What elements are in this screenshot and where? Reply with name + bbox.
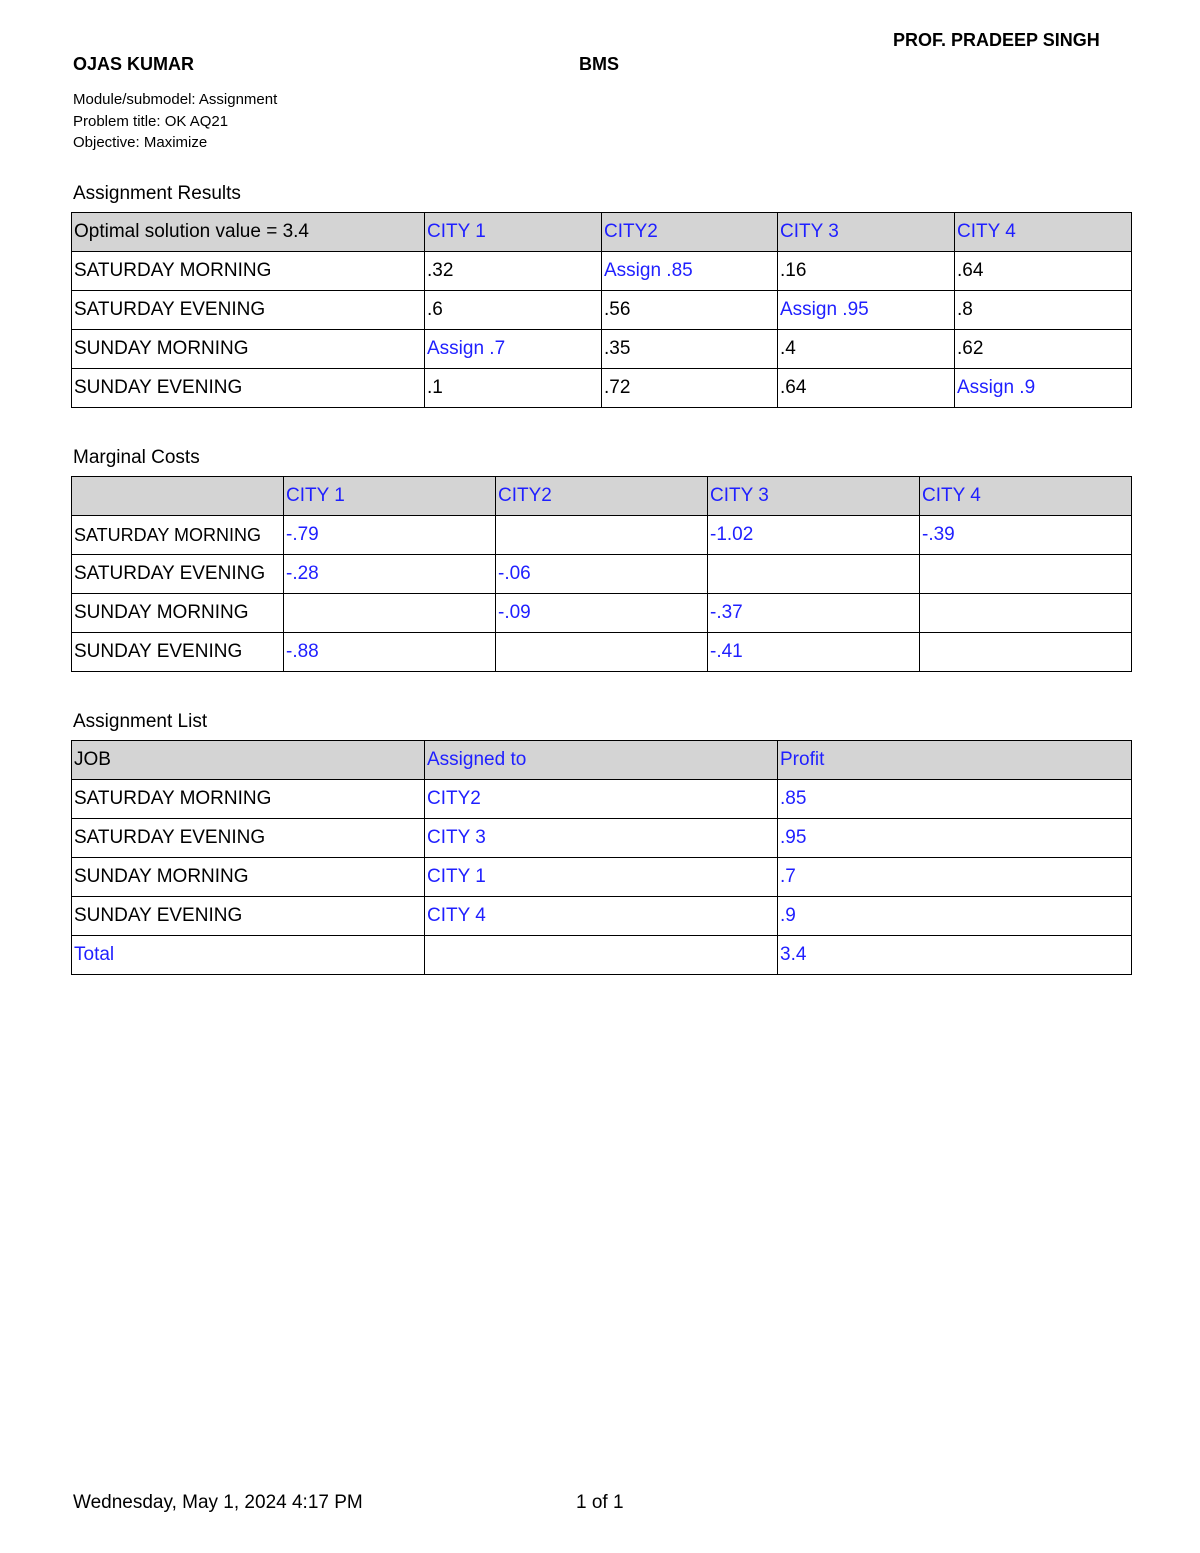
corner-cell bbox=[72, 477, 284, 516]
table-cell: -.09 bbox=[496, 594, 708, 633]
job-cell: SUNDAY EVENING bbox=[72, 897, 425, 936]
assigned-cell: Assign .85 bbox=[602, 252, 778, 291]
column-header: CITY 3 bbox=[708, 477, 920, 516]
course-code: BMS bbox=[579, 54, 619, 74]
table-cell: .72 bbox=[602, 369, 778, 408]
table-cell: -.06 bbox=[496, 555, 708, 594]
table-cell bbox=[920, 555, 1132, 594]
table-cell: -.39 bbox=[920, 516, 1132, 555]
row-label: SATURDAY EVENING bbox=[72, 555, 284, 594]
table-cell: -.41 bbox=[708, 633, 920, 672]
assignment-results-table bbox=[71, 212, 1132, 408]
table-cell: -.37 bbox=[708, 594, 920, 633]
marginal-costs-title: Marginal Costs bbox=[73, 447, 200, 468]
table-header-row bbox=[72, 477, 1132, 516]
profit-cell: .85 bbox=[778, 780, 1132, 819]
table-row bbox=[72, 291, 1132, 330]
column-header: CITY 1 bbox=[284, 477, 496, 516]
assigned-to-cell: CITY 3 bbox=[425, 819, 778, 858]
table-cell bbox=[708, 555, 920, 594]
table-cell bbox=[496, 516, 708, 555]
table-row bbox=[72, 252, 1132, 291]
table-row bbox=[72, 780, 1132, 819]
profit-cell: .7 bbox=[778, 858, 1132, 897]
table-row bbox=[72, 369, 1132, 408]
table-header-row bbox=[72, 213, 1132, 252]
profit-cell: .9 bbox=[778, 897, 1132, 936]
column-header: CITY2 bbox=[602, 213, 778, 252]
job-cell: SATURDAY EVENING bbox=[72, 819, 425, 858]
row-label: SUNDAY MORNING bbox=[72, 330, 425, 369]
module-line: Module/submodel: Assignment bbox=[73, 91, 278, 108]
table-cell: -.28 bbox=[284, 555, 496, 594]
table-cell: -.88 bbox=[284, 633, 496, 672]
total-label: Total bbox=[72, 936, 425, 975]
job-cell: SUNDAY MORNING bbox=[72, 858, 425, 897]
table-cell: .6 bbox=[425, 291, 602, 330]
assigned-to-cell: CITY2 bbox=[425, 780, 778, 819]
column-header: Assigned to bbox=[425, 741, 778, 780]
problem-title-line: Problem title: OK AQ21 bbox=[73, 112, 229, 130]
total-assigned-cell bbox=[425, 936, 778, 975]
table-row bbox=[72, 594, 1132, 633]
table-row bbox=[72, 555, 1132, 594]
table-cell bbox=[920, 633, 1132, 672]
marginal-costs-table bbox=[71, 476, 1132, 672]
row-label: SATURDAY MORNING bbox=[72, 516, 284, 555]
total-profit: 3.4 bbox=[778, 936, 1132, 975]
assigned-to-cell: CITY 1 bbox=[425, 858, 778, 897]
student-name: OJAS KUMAR bbox=[73, 54, 195, 74]
assigned-cell: Assign .9 bbox=[955, 369, 1132, 408]
table-header-row bbox=[72, 741, 1132, 780]
row-label: SUNDAY EVENING bbox=[72, 369, 425, 408]
assignment-list-table bbox=[71, 740, 1132, 975]
table-cell: .8 bbox=[955, 291, 1132, 330]
table-row bbox=[72, 819, 1132, 858]
row-label: SATURDAY EVENING bbox=[72, 291, 425, 330]
table-row bbox=[72, 633, 1132, 672]
table-cell: .62 bbox=[955, 330, 1132, 369]
table-cell: .64 bbox=[955, 252, 1132, 291]
row-label: SUNDAY EVENING bbox=[72, 633, 284, 672]
print-timestamp: Wednesday, May 1, 2024 4:17 PM bbox=[73, 1492, 363, 1513]
meta-block bbox=[73, 89, 277, 154]
table-cell bbox=[284, 594, 496, 633]
table-row bbox=[72, 897, 1132, 936]
column-header: CITY2 bbox=[496, 477, 708, 516]
column-header: CITY 4 bbox=[955, 213, 1132, 252]
table-cell: .4 bbox=[778, 330, 955, 369]
job-cell: SATURDAY MORNING bbox=[72, 780, 425, 819]
objective-line: Objective: Maximize bbox=[73, 134, 208, 151]
column-header: Profit bbox=[778, 741, 1132, 780]
profit-cell: .95 bbox=[778, 819, 1132, 858]
professor-name: PROF. PRADEEP SINGH bbox=[893, 30, 1100, 50]
table-row bbox=[72, 330, 1132, 369]
assignment-list-title: Assignment List bbox=[73, 711, 208, 732]
assigned-cell: Assign .7 bbox=[425, 330, 602, 369]
table-cell: .56 bbox=[602, 291, 778, 330]
column-header: CITY 1 bbox=[425, 213, 602, 252]
table-cell bbox=[496, 633, 708, 672]
table-cell bbox=[920, 594, 1132, 633]
table-cell: -.79 bbox=[284, 516, 496, 555]
assigned-cell: Assign .95 bbox=[778, 291, 955, 330]
total-row bbox=[72, 936, 1132, 975]
table-cell: .16 bbox=[778, 252, 955, 291]
table-cell: .64 bbox=[778, 369, 955, 408]
table-cell: -1.02 bbox=[708, 516, 920, 555]
column-header: CITY 4 bbox=[920, 477, 1132, 516]
row-label: SUNDAY MORNING bbox=[72, 594, 284, 633]
page-number: 1 of 1 bbox=[576, 1492, 624, 1513]
table-cell: .1 bbox=[425, 369, 602, 408]
corner-cell: Optimal solution value = 3.4 bbox=[72, 213, 425, 252]
assigned-to-cell: CITY 4 bbox=[425, 897, 778, 936]
table-row bbox=[72, 858, 1132, 897]
column-header: CITY 3 bbox=[778, 213, 955, 252]
table-cell: .35 bbox=[602, 330, 778, 369]
row-label: SATURDAY MORNING bbox=[72, 252, 425, 291]
assignment-results-title: Assignment Results bbox=[73, 183, 241, 204]
table-row bbox=[72, 516, 1132, 555]
column-header: JOB bbox=[72, 741, 425, 780]
table-cell: .32 bbox=[425, 252, 602, 291]
